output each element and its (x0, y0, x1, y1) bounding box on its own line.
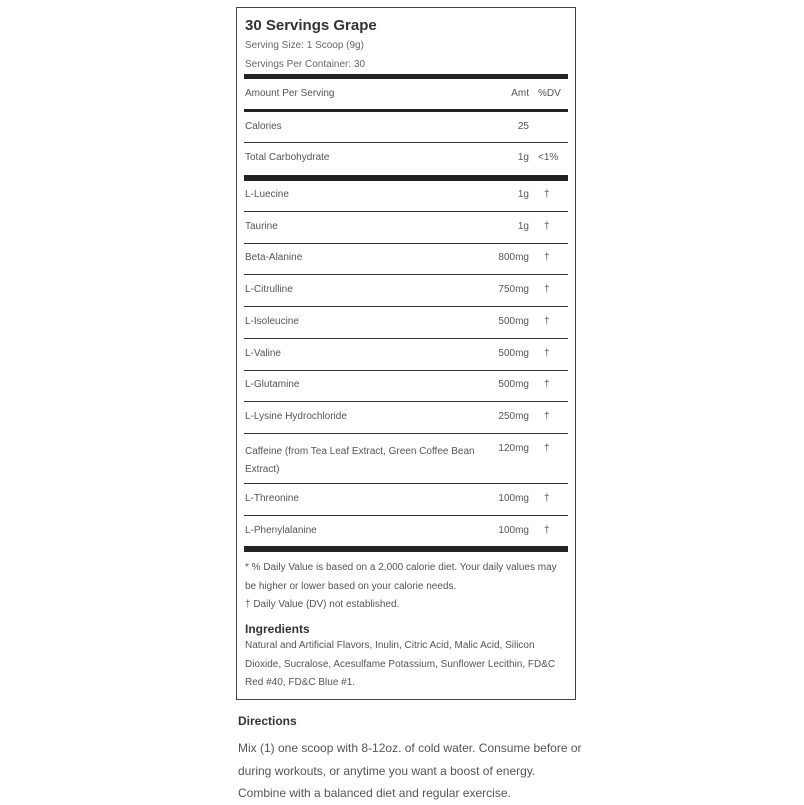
row-amt: 500mg (498, 316, 529, 327)
thick-divider (244, 175, 568, 181)
row-amt: 1g (517, 221, 529, 232)
row-divider (244, 515, 568, 516)
row-dv: † (544, 525, 550, 536)
thick-divider (244, 546, 568, 552)
row-name: L-Threonine (245, 493, 299, 504)
row-dv: † (544, 493, 550, 504)
row-amt: 250mg (498, 411, 529, 422)
thick-divider (244, 74, 568, 79)
row-name: L-Valine (245, 348, 281, 359)
row-name: Total Carbohydrate (245, 152, 330, 163)
row-amt: 1g (517, 152, 529, 163)
ingredients-heading: Ingredients (245, 622, 310, 636)
row-amt: 500mg (498, 379, 529, 390)
row-name: Taurine (245, 221, 278, 232)
footnote-dagger: † Daily Value (DV) not established. (245, 599, 400, 610)
row-amt: 120mg (498, 443, 529, 454)
row-dv: † (544, 189, 550, 200)
header-amt: Amt (511, 88, 529, 99)
row-divider (244, 211, 568, 212)
row-dv: † (544, 252, 550, 263)
row-amt: 100mg (498, 525, 529, 536)
row-divider (244, 243, 568, 244)
row-amt: 800mg (498, 252, 529, 263)
serving-size: Serving Size: 1 Scoop (9g) (245, 40, 364, 51)
ingredients-text: Natural and Artificial Flavors, Inulin, Citric Acid, Malic Acid, Silicon Dioxide, Sucralose, Acesulfame Potassium, Sunflower Lecithin, FD&C Red #40, FD&C Blue #1. (245, 640, 556, 688)
directions-heading: Directions (238, 714, 297, 728)
row-divider (244, 274, 568, 275)
row-divider (244, 306, 568, 307)
row-dv: † (544, 284, 550, 295)
row-dv: † (544, 316, 550, 327)
row-name: L-Lysine Hydrochloride (245, 411, 347, 422)
row-name: L-Luecine (245, 189, 289, 200)
supplement-facts-panel (236, 7, 576, 700)
header-amount-per-serving: Amount Per Serving (245, 88, 335, 99)
row-dv: † (544, 379, 550, 390)
row-name: Caffeine (from Tea Leaf Extract, Green Coffee Bean Extract) (245, 446, 475, 475)
row-divider (244, 142, 568, 143)
row-dv: † (544, 411, 550, 422)
footnote-daily-value: * % Daily Value is based on a 2,000 calorie diet. Your daily values may be higher or lower based on your calorie needs. (245, 562, 557, 592)
servings-per-container: Servings Per Container: 30 (245, 59, 366, 70)
row-divider (244, 401, 568, 402)
row-name: L-Phenylalanine (245, 525, 317, 536)
header-dv: %DV (538, 88, 561, 99)
row-name: L-Citrulline (245, 284, 293, 295)
row-amt: 750mg (498, 284, 529, 295)
row-dv: † (544, 348, 550, 359)
row-name: Calories (245, 121, 282, 132)
row-dv: † (544, 221, 550, 232)
row-divider (244, 483, 568, 484)
row-divider (244, 370, 568, 371)
row-name: Beta-Alanine (245, 252, 303, 263)
row-divider (244, 433, 568, 434)
directions-text: Mix (1) one scoop with 8-12oz. of cold water. Consume before or during workouts, or anytime you want a boost of energy. Combine with a balanced diet and regular exercise. (238, 741, 582, 800)
row-amt: 500mg (498, 348, 529, 359)
row-amt: 25 (517, 121, 529, 132)
row-dv: <1% (538, 152, 559, 163)
medium-divider (244, 109, 568, 112)
row-amt: 1g (517, 189, 529, 200)
row-name: L-Glutamine (245, 379, 300, 390)
row-name: L-Isoleucine (245, 316, 299, 327)
row-amt: 100mg (498, 493, 529, 504)
row-dv: † (544, 443, 550, 454)
row-divider (244, 338, 568, 339)
label-title: 30 Servings Grape (245, 17, 377, 34)
